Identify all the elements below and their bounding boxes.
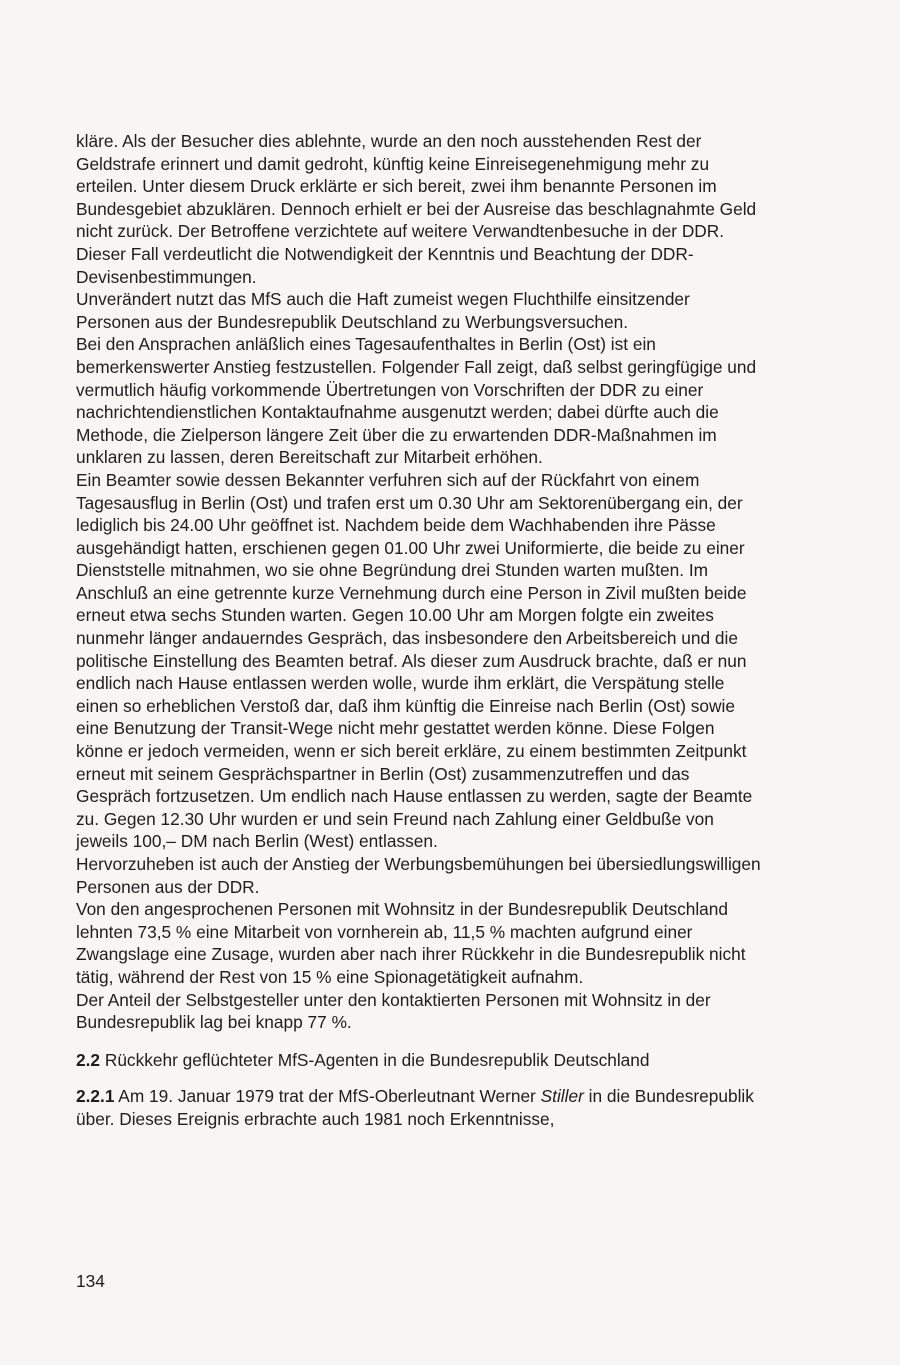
page-number: 134	[76, 1271, 105, 1291]
paragraph: Der Anteil der Selbstgesteller unter den kontaktierten Personen mit Wohnsitz in der Bundesrepublik lag bei knapp 77 %.	[76, 989, 711, 1033]
body-text	[76, 130, 764, 1034]
paragraph: kläre. Als der Besucher dies ablehnte, wurde an den noch ausstehenden Rest der Geldstrafe erinnert und damit gedroht, künftig keine Einreisegenehmigung mehr zu erteilen. Unter diesem Druck erklärte er sich bereit, zwei ihm benannte Personen im Bundesgebiet abzuklären. Dennoch erhielt er bei der Ausreise das beschlagnahmte Geld nicht zurück. Der Betroffene verzichtete auf weitere Verwandtenbesuche in der DDR.	[76, 131, 757, 242]
paragraph: Hervorzuheben ist auch der Anstieg der Werbungsbemühungen bei übersiedlungswilligen Personen aus der DDR.	[76, 854, 761, 897]
paragraph: Von den angesprochenen Personen mit Wohnsitz in der Bundesrepublik Deutschland lehnten 73,5 % eine Mitarbeit von vornherein ab, 11,5 % machten aufgrund einer Zwangslage eine Zusage, wurden aber nach ihrer Rückkehr in die Bundesrepublik nicht tätig, während der Rest von 15 % eine Spionagetätigkeit aufnahm.	[76, 899, 746, 987]
section-title: Rückkehr geflüchteter MfS-Agenten in die Bundesrepublik Deutschland	[104, 1049, 650, 1070]
document-page	[76, 130, 764, 1131]
paragraph: Unverändert nutzt das MfS auch die Haft zumeist wegen Fluchthilfe einsitzender Personen aus der Bundesrepublik Deutschland zu Werbungsversuchen.	[76, 289, 690, 332]
subsection-text-after: in die Bundesrepublik über. Dieses Ereignis erbrachte auch 1981 noch Erkenntnisse,	[76, 1086, 754, 1129]
section-number: 2.2	[76, 1049, 101, 1070]
paragraph: Bei den Ansprachen anläßlich eines Tagesaufenthaltes in Berlin (Ost) ist ein bemerkenswerter Anstieg festzustellen. Folgender Fall zeigt, daß selbst geringfügige und vermutlich häufig vorkommende Übertretungen von Vorschriften der DDR zu einer nachrichtendienstlichen Kontaktaufnahme ausgenutzt werden; dabei dürfte auch die Methode, die Zielperson längere Zeit über die zu erwartenden DDR-Maßnahmen im unklaren zu lassen, deren Bereitschaft zur Mitarbeit erhöhen.	[76, 334, 757, 468]
subsection-text-before: Am 19. Januar 1979 trat der MfS-Oberleutnant Werner	[118, 1086, 536, 1107]
subsection-name: Stiller	[540, 1086, 584, 1107]
subsection-paragraph	[76, 1085, 764, 1130]
paragraph: Ein Beamter sowie dessen Bekannter verfuhren sich auf der Rückfahrt von einem Tagesausflug in Berlin (Ost) und trafen erst um 0.30 Uhr am Sektorenübergang ein, der lediglich bis 24.00 Uhr geöffnet ist. Nachdem beide dem Wachhabenden ihre Pässe ausgehändigt hatten, erschienen gegen 01.00 Uhr zwei Uniformierte, die beide zu einer Dienststelle mitnahmen, wo sie ohne Begründung drei Stunden warten mußten. Im Anschluß an eine getrennte kurze Vernehmung durch eine Person in Zivil mußten beide erneut etwa sechs Stunden warten. Gegen 10.00 Uhr am Morgen folgte ein zweites nunmehr länger andauerndes Gespräch, das insbesondere den Arbeitsbereich und die politische Einstellung des Beamten betraf. Als dieser zum Ausdruck brachte, daß er nun endlich nach Hause entlassen werden wolle, wurde ihm erklärt, die Verspätung stelle einen so erheblichen Verstoß dar, daß ihm künftig die Einreise nach Berlin (Ost) sowie eine Benutzung der Transit-Wege nicht mehr gestattet werden könne. Diese Folgen könne er jedoch vermeiden, wenn er sich bereit erkläre, zu einem bestimmten Zeitpunkt erneut mit seinem Gesprächspartner in Berlin (Ost) zusammenzutreffen und das Gespräch fortzusetzen. Um endlich nach Hause entlassen zu werden, sagte der Beamte zu. Gegen 12.30 Uhr wurden er und sein Freund nach Zahlung einer Geldbuße von jeweils 100,– DM nach Berlin (West) entlassen.	[76, 469, 753, 852]
subsection-number: 2.2.1	[76, 1086, 115, 1107]
section-heading	[76, 1049, 764, 1072]
paragraph: Dieser Fall verdeutlicht die Notwendigkeit der Kenntnis und Beachtung der DDR-Devisenbestimmungen.	[76, 243, 694, 287]
